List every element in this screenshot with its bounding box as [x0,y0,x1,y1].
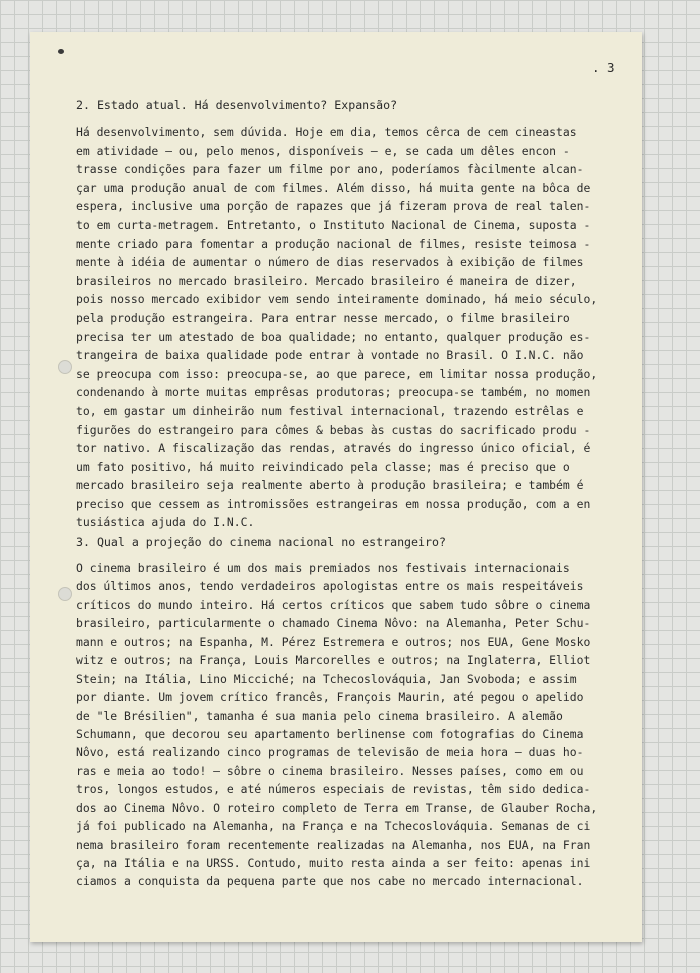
body-line: em atividade — ou, pelo menos, disponíveis — e, se cada um dêles encon - [76,143,570,158]
body-line: ciamos a conquista da pequena parte que nos cabe no mercado internacional. [76,874,584,889]
body-line: pois nosso mercado exibidor vem sendo inteiramente dominado, há meio século, [76,292,598,307]
section-2-body [76,123,616,532]
body-line: críticos do mundo inteiro. Há certos críticos que sabem tudo sôbre o cinema [76,597,591,612]
body-line: trasse condições para fazer um filme por ano, poderíamos fàcilmente alcan- [76,162,584,177]
body-line: tusiástica ajuda do I.N.C. [76,515,255,530]
body-line: se preocupa com isso: preocupa-se, ao que parece, em limitar nossa produção, [76,366,598,381]
body-line: ras e meia ao todo! — sôbre o cinema brasileiro. Nesses países, como em ou [76,763,584,778]
body-line: mercado brasileiro seja realmente aberto à produção brasileira; e também é [76,478,584,493]
punch-hole [58,587,72,601]
body-line: brasileiro, particularmente o chamado Cinema Nôvo: na Alemanha, Peter Schu- [76,616,591,631]
ink-mark [58,49,64,54]
body-line: to, em gastar um dinheirão num festival internacional, trazendo estrêlas e [76,403,584,418]
body-line: ça, na Itália e na URSS. Contudo, muito resta ainda a ser feito: apenas ini [76,856,591,870]
section-2-heading: 2. Estado atual. Há desenvolvimento? Expansão? [76,98,398,112]
body-line: mann e outros; na Espanha, M. Pérez Estremera e outros; nos EUA, Gene Mosko [76,634,591,649]
body-line: brasileiros no mercado brasileiro. Mercado brasileiro é maneira de dizer, [76,273,577,288]
body-line: dos ao Cinema Nôvo. O roteiro completo de Terra em Transe, de Glauber Rocha, [76,800,598,815]
body-line: de "le Brésilien", tamanha é sua mania pelo cinema brasileiro. A alemão [76,708,563,723]
body-line: Stein; na Itália, Lino Micciché; na Tchecoslováquia, Jan Svoboda; e assim [76,671,577,686]
body-line: mente à idéia de aumentar o número de dias reservados à exibição de filmes [76,255,584,270]
body-line: Schumann, que decorou seu apartamento berlinense com fotografias do Cinema [76,726,584,741]
body-line: dos últimos anos, tendo verdadeiros apologistas entre os mais respeitáveis [76,579,584,594]
body-line: precisa ter um atestado de boa qualidade; no entanto, qualquer produção es- [76,329,591,344]
body-line: çar uma produção anual de com filmes. Além disso, há muita gente na bôca de [76,180,591,195]
page-number: . 3 [592,60,615,75]
body-line: trangeira de baixa qualidade pode entrar à vontade no Brasil. O I.N.C. não [76,348,584,363]
body-line: Há desenvolvimento, sem dúvida. Hoje em dia, temos cêrca de cem cineastas [76,125,577,139]
body-line: Nôvo, está realizando cinco programas de televisão de meia hora — duas ho- [76,745,584,760]
body-line: nema brasileiro foram recentemente realizadas na Alemanha, nos EUA, na Fran [76,837,591,852]
body-line: um fato positivo, há muito reivindicado pela classe; mas é preciso que o [76,459,570,474]
body-line: preciso que cessem as intromissões estrangeiras em nossa produção, com a en [76,496,591,511]
body-line: witz e outros; na França, Louis Marcorelles e outros; na Inglaterra, Elliot [76,653,591,668]
body-line: pela produção estrangeira. Para entrar nesse mercado, o filme brasileiro [76,310,570,325]
body-line: O cinema brasileiro é um dos mais premiados nos festivais internacionais [76,561,570,575]
section-3-heading: 3. Qual a projeção do cinema nacional no estrangeiro? [76,535,446,549]
body-line: espera, inclusive uma porção de rapazes que já fizeram prova de real talen- [76,199,591,214]
body-line: por diante. Um jovem crítico francês, François Maurin, até pegou o apelido [76,690,584,705]
section-3-body [76,559,616,891]
body-line: já foi publicado na Alemanha, na França e na Tchecoslováquia. Semanas de ci [76,819,591,834]
typewritten-page [30,32,642,942]
punch-hole [58,360,72,374]
body-line: tros, longos estudos, e até números especiais de revistas, têm sido dedica- [76,782,591,797]
body-line: mente criado para fomentar a produção nacional de filmes, resiste teimosa - [76,236,591,251]
body-line: condenando à morte muitas emprêsas produtoras; preocupa-se também, no momen [76,385,591,400]
body-line: tor nativo. A fiscalização das rendas, através do ingresso único oficial, é [76,441,591,456]
body-line: to em curta-metragem. Entretanto, o Instituto Nacional de Cinema, suposta - [76,217,591,232]
body-line: figurões do estrangeiro para cômes & bebas às custas do sacrificado produ - [76,422,591,437]
